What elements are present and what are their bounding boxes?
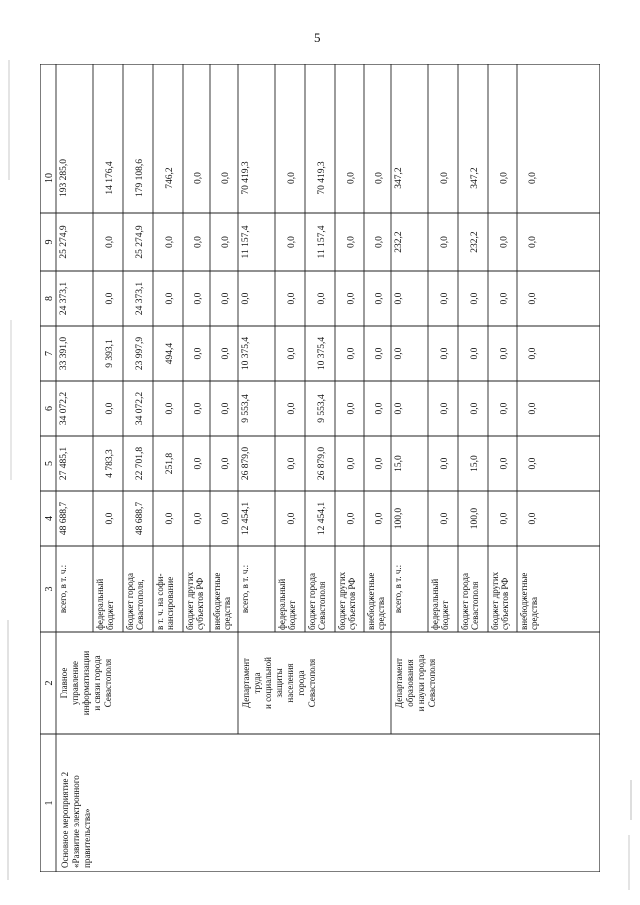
amount-cell: 0,0 — [221, 402, 231, 415]
amount-cell: 0,0 — [193, 292, 204, 305]
activity-name-line: Основное мероприятие 2 — [60, 771, 70, 868]
amount-cell: 0,0 — [374, 512, 385, 525]
amount-cell: 0,0 — [346, 512, 357, 525]
funding-source-label: в т. ч. на софи- — [155, 573, 165, 630]
amount-cell: 0,0 — [440, 292, 450, 305]
amount-cell: 0,0 — [221, 512, 231, 525]
column-number: 2 — [44, 680, 55, 686]
scan-artifact-marks-right — [626, 780, 636, 890]
funding-source-label: бюджет — [287, 600, 297, 630]
funding-source-label: бюджет города — [460, 573, 470, 630]
amount-cell: 0,0 — [221, 292, 231, 305]
amount-cell: 25 274,9 — [135, 225, 145, 259]
amount-cell: 0,0 — [165, 512, 175, 525]
amount-cell: 0,0 — [528, 512, 538, 525]
executor-name-line: населения — [285, 663, 295, 703]
funding-source-label: федеральный — [430, 578, 440, 630]
amount-cell: 193 285,0 — [59, 159, 69, 197]
column-number: 6 — [44, 406, 55, 411]
amount-cell: 0,0 — [193, 402, 204, 415]
amount-cell: 15,0 — [394, 455, 404, 472]
column-number: 7 — [44, 351, 55, 356]
amount-cell: 23 997,9 — [135, 336, 145, 371]
amount-cell: 0,0 — [394, 402, 404, 415]
amount-cell: 0,0 — [105, 236, 115, 248]
funding-source-label: средства — [222, 596, 232, 630]
funding-source-label: нансирование — [165, 576, 175, 630]
executor-name-line: Севастополя — [307, 658, 317, 708]
amount-cell: 0,0 — [287, 172, 297, 184]
funding-source-label: бюджет других — [337, 571, 347, 630]
amount-cell: 0,0 — [105, 292, 115, 305]
column-number: 4 — [44, 516, 55, 521]
amount-cell: 0,0 — [193, 347, 204, 360]
amount-cell: 0,0 — [287, 457, 297, 470]
amount-cell: 25 274,9 — [59, 225, 69, 259]
funding-source-label: всего, в т. ч.: — [393, 564, 403, 614]
amount-cell: 0,0 — [287, 512, 297, 525]
column-number: 1 — [44, 800, 55, 806]
budget-table — [40, 64, 600, 872]
funding-source-label: Севастополя — [317, 581, 327, 630]
amount-cell: 15,0 — [470, 455, 480, 472]
amount-cell: 26 879,0 — [241, 446, 251, 481]
amount-cell: 11 157,4 — [317, 225, 327, 259]
amount-cell: 494,4 — [165, 342, 175, 365]
funding-source-label: всего, в т. ч.: — [240, 564, 250, 614]
funding-source-label: Севастополя, — [135, 579, 145, 630]
amount-cell: 0,0 — [528, 402, 538, 415]
amount-cell: 0,0 — [221, 347, 231, 360]
amount-cell: 232,2 — [470, 231, 480, 253]
amount-cell: 347,2 — [394, 167, 404, 189]
funding-source-label: бюджет — [105, 600, 115, 630]
funding-source-label: бюджет города — [307, 573, 317, 630]
amount-cell: 0,0 — [374, 292, 385, 305]
amount-cell: 0,0 — [193, 172, 204, 184]
amount-cell: 0,0 — [105, 402, 115, 415]
budget-table-canvas — [40, 64, 600, 872]
executor-name-line: города — [296, 670, 306, 696]
executor-name-line: информатизации — [81, 650, 91, 716]
amount-cell: 0,0 — [499, 512, 510, 525]
funding-source-label: федеральный — [277, 578, 287, 630]
executor-name-line: труда — [252, 672, 262, 694]
column-number: 10 — [44, 173, 55, 183]
amount-cell: 11 157,4 — [241, 225, 251, 259]
funding-source-label: бюджет других — [490, 571, 500, 630]
amount-cell: 0,0 — [394, 292, 404, 305]
amount-cell: 9 393,1 — [105, 339, 115, 368]
scan-artifact-marks-left — [5, 60, 17, 880]
amount-cell: 0,0 — [105, 512, 115, 525]
amount-cell: 0,0 — [470, 402, 480, 415]
amount-cell: 27 485,1 — [59, 446, 69, 481]
page-number: 5 — [314, 30, 321, 45]
amount-cell: 4 783,3 — [105, 449, 115, 478]
amount-cell: 0,0 — [374, 347, 385, 360]
amount-cell: 0,0 — [528, 457, 538, 470]
amount-cell: 0,0 — [221, 236, 231, 248]
funding-source-label: субъектов РФ — [500, 577, 510, 630]
funding-source-label: Севастополя — [470, 581, 480, 630]
amount-cell: 0,0 — [440, 457, 450, 470]
amount-cell: 0,0 — [346, 172, 357, 184]
amount-cell: 0,0 — [241, 292, 251, 305]
amount-cell: 0,0 — [470, 292, 480, 305]
funding-source-label: средства — [529, 596, 539, 630]
amount-cell: 0,0 — [528, 292, 538, 305]
amount-cell: 0,0 — [193, 457, 204, 470]
amount-cell: 0,0 — [165, 236, 175, 248]
funding-source-label: бюджет — [440, 600, 450, 630]
funding-source-label: внебюджетные — [366, 572, 376, 630]
amount-cell: 746,2 — [165, 167, 175, 189]
amount-cell: 100,0 — [470, 507, 480, 530]
amount-cell: 14 176,4 — [105, 161, 115, 195]
column-number: 5 — [44, 461, 55, 466]
amount-cell: 0,0 — [193, 512, 204, 525]
amount-cell: 9 553,4 — [317, 394, 327, 423]
executor-name-line: управление — [70, 660, 80, 706]
amount-cell: 24 373,1 — [135, 281, 145, 316]
executor-name-line: образования — [405, 659, 415, 707]
funding-source-label: субъектов РФ — [347, 577, 357, 630]
executor-name-line: и социальной — [263, 657, 273, 709]
funding-source-label: всего, в т. ч.: — [58, 564, 68, 614]
amount-cell: 0,0 — [499, 172, 510, 184]
executor-name-line: и связи города — [92, 655, 102, 711]
executor-name-line: Севастополя — [103, 658, 113, 708]
amount-cell: 70 419,3 — [241, 161, 251, 195]
executor-name-line: защиты — [274, 668, 284, 698]
column-number: 8 — [44, 296, 55, 301]
funding-source-label: бюджет других — [185, 571, 195, 630]
funding-source-label: внебюджетные — [519, 572, 529, 630]
executor-name-line: и науки города — [416, 654, 426, 712]
amount-cell: 22 701,8 — [135, 446, 145, 481]
amount-cell: 347,2 — [470, 167, 480, 189]
amount-cell: 0,0 — [470, 347, 480, 360]
amount-cell: 0,0 — [346, 457, 357, 470]
amount-cell: 12 454,1 — [241, 501, 251, 536]
amount-cell: 24 373,1 — [59, 281, 69, 316]
funding-source-label: внебюджетные — [212, 572, 222, 630]
executor-name-line: Севастополя — [427, 658, 437, 708]
amount-cell: 0,0 — [374, 236, 385, 248]
funding-source-label: федеральный — [95, 578, 105, 630]
amount-cell: 0,0 — [287, 292, 297, 305]
amount-cell: 0,0 — [440, 512, 450, 525]
amount-cell: 0,0 — [221, 172, 231, 184]
amount-cell: 34 072,2 — [59, 391, 69, 426]
amount-cell: 232,2 — [394, 231, 404, 253]
amount-cell: 0,0 — [499, 292, 510, 305]
amount-cell: 0,0 — [346, 292, 357, 305]
amount-cell: 251,8 — [165, 452, 175, 475]
amount-cell: 10 375,4 — [241, 336, 251, 371]
amount-cell: 48 688,7 — [59, 501, 69, 536]
amount-cell: 10 375,4 — [317, 336, 327, 371]
amount-cell: 0,0 — [346, 402, 357, 415]
amount-cell: 0,0 — [499, 347, 510, 360]
amount-cell: 0,0 — [346, 236, 357, 248]
column-number: 3 — [44, 586, 55, 592]
executor-name-line: Департамент — [241, 658, 251, 708]
amount-cell: 0,0 — [287, 402, 297, 415]
amount-cell: 0,0 — [317, 292, 327, 305]
amount-cell: 33 391,0 — [59, 336, 69, 371]
amount-cell: 0,0 — [440, 347, 450, 360]
funding-source-label: субъектов РФ — [195, 577, 205, 630]
activity-name-line: правительства» — [82, 808, 92, 868]
amount-cell: 100,0 — [394, 507, 404, 530]
amount-cell: 48 688,7 — [135, 501, 145, 536]
amount-cell: 34 072,2 — [135, 391, 145, 426]
funding-source-label: бюджет города — [125, 573, 135, 630]
executor-name-line: Главное — [59, 667, 69, 699]
amount-cell: 0,0 — [346, 347, 357, 360]
amount-cell: 12 454,1 — [317, 501, 327, 536]
amount-cell: 0,0 — [165, 292, 175, 305]
amount-cell: 0,0 — [374, 402, 385, 415]
amount-cell: 9 553,4 — [241, 394, 251, 423]
activity-name-line: «Развитие электронного — [71, 775, 81, 868]
amount-cell: 26 879,0 — [317, 446, 327, 481]
amount-cell: 70 419,3 — [317, 161, 327, 195]
amount-cell: 0,0 — [165, 402, 175, 415]
executor-name-line: Департамент — [394, 658, 404, 708]
amount-cell: 0,0 — [440, 402, 450, 415]
amount-cell: 0,0 — [499, 236, 510, 248]
amount-cell: 0,0 — [528, 347, 538, 360]
amount-cell: 0,0 — [221, 457, 231, 470]
funding-source-label: средства — [376, 596, 386, 630]
amount-cell: 0,0 — [193, 236, 204, 248]
amount-cell: 0,0 — [528, 236, 538, 248]
amount-cell: 0,0 — [440, 172, 450, 184]
amount-cell: 0,0 — [499, 457, 510, 470]
amount-cell: 179 108,6 — [135, 159, 145, 197]
amount-cell: 0,0 — [394, 347, 404, 360]
amount-cell: 0,0 — [374, 172, 385, 184]
amount-cell: 0,0 — [287, 236, 297, 248]
amount-cell: 0,0 — [499, 402, 510, 415]
column-number: 9 — [44, 239, 55, 245]
amount-cell: 0,0 — [287, 347, 297, 360]
amount-cell: 0,0 — [440, 236, 450, 248]
amount-cell: 0,0 — [528, 172, 538, 184]
amount-cell: 0,0 — [374, 457, 385, 470]
